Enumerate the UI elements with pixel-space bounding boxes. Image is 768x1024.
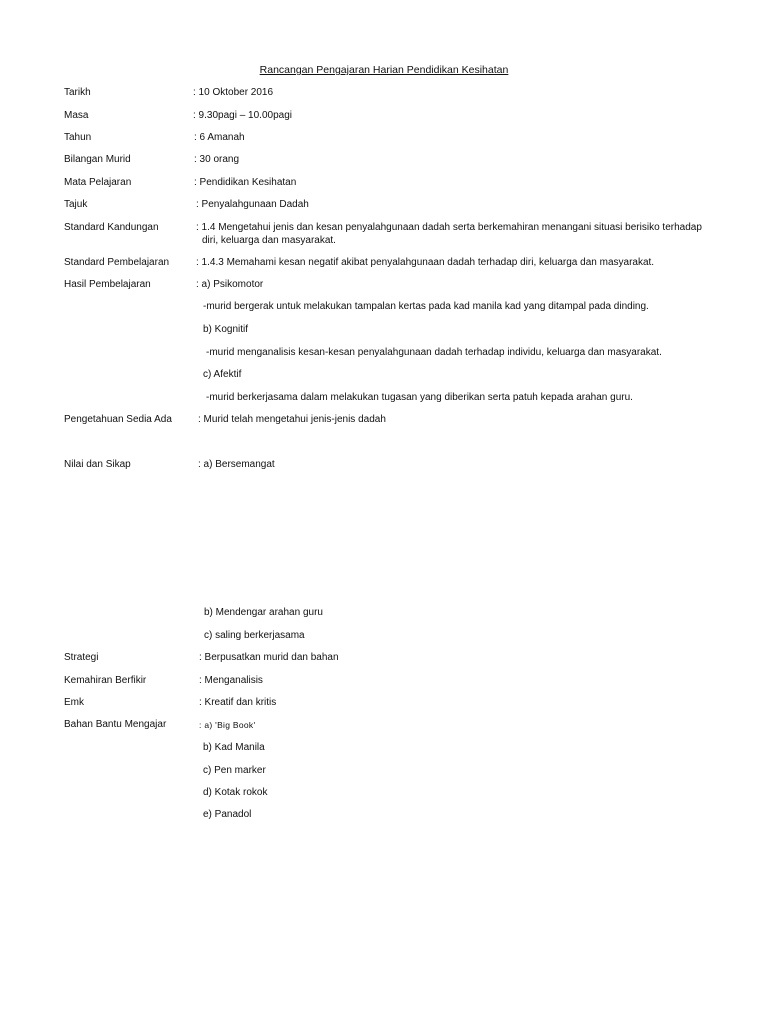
label-nilai-dan-sikap: Nilai dan Sikap xyxy=(64,459,131,470)
bahan-b: b) Kad Manila xyxy=(203,742,265,753)
hasil-b-text: -murid menganalisis kesan-kesan penyalahgunaan dadah terhadap individu, keluarga dan masyarakat. xyxy=(206,347,662,358)
value-standard-kandungan-line1: : 1.4 Mengetahui jenis dan kesan penyalahgunaan dadah serta berkemahiran menangani situasi berisiko terhadap xyxy=(196,222,702,233)
label-bahan-bantu-mengajar: Bahan Bantu Mengajar xyxy=(64,719,167,730)
label-tahun: Tahun xyxy=(64,132,92,143)
hasil-c-text: -murid berkerjasama dalam melakukan tugasan yang diberikan serta patuh kepada arahan guru. xyxy=(206,392,633,403)
value-tahun: : 6 Amanah xyxy=(194,132,245,143)
document-title: Rancangan Pengajaran Harian Pendidikan Kesihatan xyxy=(259,64,509,76)
value-masa: : 9.30pagi – 10.00pagi xyxy=(193,110,292,121)
hasil-c-heading: c) Afektif xyxy=(203,369,242,380)
label-bilangan-murid: Bilangan Murid xyxy=(64,154,131,165)
label-mata-pelajaran: Mata Pelajaran xyxy=(64,177,132,188)
label-standard-pembelajaran: Standard Pembelajaran xyxy=(64,257,170,268)
bahan-a: : a) 'Big Book' xyxy=(199,720,256,730)
value-mata-pelajaran: : Pendidikan Kesihatan xyxy=(194,177,297,188)
label-standard-kandungan: Standard Kandungan xyxy=(64,222,159,233)
bahan-d: d) Kotak rokok xyxy=(203,787,268,798)
value-emk: : Kreatif dan kritis xyxy=(199,697,277,708)
bahan-c: c) Pen marker xyxy=(203,765,266,776)
nilai-b: b) Mendengar arahan guru xyxy=(204,607,323,618)
hasil-a-heading: : a) Psikomotor xyxy=(196,279,264,290)
bahan-e: e) Panadol xyxy=(203,809,252,820)
value-tajuk: : Penyalahgunaan Dadah xyxy=(196,199,309,210)
label-tarikh: Tarikh xyxy=(64,87,91,98)
value-tarikh: : 10 Oktober 2016 xyxy=(193,87,274,98)
label-tajuk: Tajuk xyxy=(64,199,88,210)
label-emk: Emk xyxy=(64,697,84,708)
label-kemahiran-berfikir: Kemahiran Berfikir xyxy=(64,675,147,686)
value-standard-pembelajaran: : 1.4.3 Memahami kesan negatif akibat penyalahgunaan dadah terhadap diri, keluarga dan masyarakat. xyxy=(196,257,655,268)
nilai-a: : a) Bersemangat xyxy=(198,459,275,470)
hasil-a-text: -murid bergerak untuk melakukan tampalan kertas pada kad manila kad yang ditampal pada dinding. xyxy=(203,301,649,312)
value-pengetahuan-sedia-ada: : Murid telah mengetahui jenis-jenis dadah xyxy=(198,414,386,425)
value-kemahiran-berfikir: : Menganalisis xyxy=(199,675,263,686)
label-strategi: Strategi xyxy=(64,652,99,663)
label-masa: Masa xyxy=(64,110,89,121)
nilai-c: c) saling berkerjasama xyxy=(204,630,305,641)
value-bilangan-murid: : 30 orang xyxy=(194,154,240,165)
hasil-b-heading: b) Kognitif xyxy=(203,324,249,335)
label-pengetahuan-sedia-ada: Pengetahuan Sedia Ada xyxy=(64,414,172,425)
value-strategi: : Berpusatkan murid dan bahan xyxy=(199,652,339,663)
label-hasil-pembelajaran: Hasil Pembelajaran xyxy=(64,279,151,290)
value-standard-kandungan-line2: diri, keluarga dan masyarakat. xyxy=(202,235,336,246)
